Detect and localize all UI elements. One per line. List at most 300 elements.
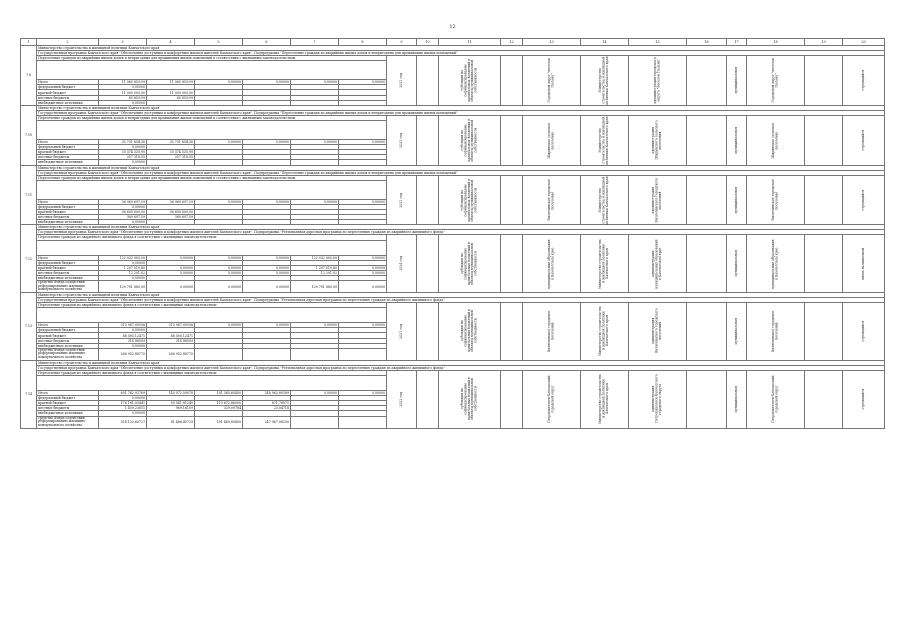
owner-cell <box>747 370 805 428</box>
amount-cell: 0,00000 <box>339 140 387 145</box>
status-cell <box>843 115 885 165</box>
block-number: 7.8 <box>21 46 37 106</box>
municipality-text: Петропавловск-Камчатский городской округ <box>547 375 555 423</box>
funding-type-text: субсидии на софинансирование капитальных вложений в объекты муниципальной собственности <box>459 310 478 353</box>
owner-cell <box>747 175 805 225</box>
amount-cell: 0,00000 <box>291 323 339 328</box>
amount-cell: 36 600 000,00 <box>99 209 147 214</box>
amount-cell <box>291 348 339 360</box>
amount-cell: 969,16109 <box>147 406 195 411</box>
funding-source-label: Итого <box>37 391 99 396</box>
column-number: 16 <box>687 39 727 46</box>
column-number: 1 <box>21 39 37 46</box>
ministry-cell <box>581 115 629 165</box>
empty-cell <box>805 370 843 428</box>
ministry-cell <box>581 370 629 428</box>
funding-source-label: краевой бюджет <box>37 401 99 406</box>
year-text: 2021 год <box>398 73 403 88</box>
column-number: 3 <box>99 39 147 46</box>
amount-cell: 0,00000 <box>99 220 147 225</box>
amount-cell: 122 032 000,00 <box>291 255 339 260</box>
empty-cell <box>417 175 439 225</box>
amount-cell: 0,00000 <box>243 265 291 270</box>
empty-cell <box>501 56 523 106</box>
amount-cell: 0,00000 <box>147 265 195 270</box>
funding-type-cell <box>439 370 501 428</box>
amount-cell: 0,00000 <box>243 80 291 85</box>
municipality-cell <box>523 115 581 165</box>
status-cell <box>843 175 885 225</box>
amount-cell: 0,00000 <box>195 255 243 260</box>
amount-cell: 691 762,93769 <box>99 391 147 396</box>
empty-cell <box>417 56 439 106</box>
amount-cell: 11 000 000,00 <box>99 90 147 95</box>
event-description: Переселение граждан из аварийного жилищного фонда в соответствии с жилищным законодательством <box>37 235 387 240</box>
column-number: 12 <box>501 39 523 46</box>
empty-cell <box>417 303 439 361</box>
funding-type-text: субсидии на софинансирование капитальных вложений в объекты муниципальной собственности <box>459 242 478 286</box>
empty-cell <box>805 235 843 293</box>
amount-cell: 122 032 000,00 <box>99 255 147 260</box>
status-text: строящийся <box>860 321 865 342</box>
program-name: Государственная программа Камчатского края "Обеспечение доступным и комфортным жильем жителей Камчатского края". Подпрограмма "Региональная адресная программа по переселению граждан из аварийного жилищного фонда" <box>37 230 885 235</box>
owner-text: Вилючинское городское поселение <box>771 310 779 353</box>
municipality-cell <box>523 175 581 225</box>
program-name: Государственная программа Камчатского края "Обеспечение доступным и комфортным жильем жителей Камчатского края". Подпрограмма "Переселение граждан из аварийных жилых домов и непригодных для проживания жилых помещений" <box>37 110 885 115</box>
amount-cell: 871,76871 <box>243 401 291 406</box>
program-name: Государственная программа Камчатского края "Обеспечение доступным и комфортным жильем жителей Камчатского края". Подпрограмма "Региональная адресная программа по переселению граждан из аварийного жилищного фонда" <box>37 365 885 370</box>
year-text: 2021 год <box>398 324 403 339</box>
column-number: 7 <box>291 39 339 46</box>
ownership-cell <box>727 175 747 225</box>
column-number: 19 <box>805 39 843 46</box>
amount-cell: 11 065 859,99 <box>147 80 195 85</box>
block-event-row <box>21 56 885 61</box>
ministry-name: Министерство строительства и жилищной политики Камчатского края <box>37 165 885 170</box>
empty-cell <box>37 180 387 199</box>
amount-cell: 0,00000 <box>243 323 291 328</box>
owner-text: Ширинское сельское поселение <box>771 122 779 159</box>
amount-cell <box>339 348 387 360</box>
amount-cell: 0,00000 <box>291 80 339 85</box>
empty-cell <box>37 121 387 140</box>
program-name: Государственная программа Камчатского края "Обеспечение доступным и комфортным жильем жителей Камчатского края". Подпрограмма "Переселение граждан из аварийных жилых домов и непригодных для проживания жилых помещений" <box>37 170 885 175</box>
amount-cell: 369 697,59 <box>99 215 147 220</box>
amount-cell: 266 952,88770 <box>99 348 147 360</box>
empty-cell <box>805 303 843 361</box>
funding-source-label: местные бюджеты <box>37 155 99 160</box>
amount-cell <box>195 348 243 360</box>
empty-cell <box>37 61 387 80</box>
administration-cell <box>629 303 687 361</box>
empty-cell <box>417 370 439 428</box>
ministry-cell <box>581 235 629 293</box>
municipality-text: Ширинское сельское поселение <box>547 122 555 159</box>
funding-source-label: Итого <box>37 255 99 260</box>
amount-cell: 11 065 859,99 <box>99 80 147 85</box>
empty-cell <box>501 303 523 361</box>
amount-cell: 248 962,89289 <box>243 391 291 396</box>
responsible-ministry-text: Министерство строительства и жилищной политики Камчатского края <box>598 238 610 289</box>
empty-cell <box>37 240 387 255</box>
amount-cell: 314 88509 <box>99 338 147 343</box>
budget-table <box>20 38 885 429</box>
funding-source-label: внебюджетные источники <box>37 275 99 280</box>
administration-cell <box>629 56 687 106</box>
amount-cell: 0,00000 <box>195 265 243 270</box>
funding-source-label: средства Фонда содействия реформированию жилищно-коммунального хозяйства <box>37 348 99 360</box>
administration-text: администрация городского округа "поселок Палана" <box>653 57 661 104</box>
funding-source-label: краевой бюджет <box>37 90 99 95</box>
year-text: 2021 год <box>398 192 403 208</box>
empty-cell <box>417 235 439 293</box>
amount-cell: 0,00000 <box>243 270 291 275</box>
amount-cell: 0,00000 <box>99 204 147 209</box>
municipality-cell <box>523 370 581 428</box>
owner-text: Вилючинское городское поселение <box>771 179 779 221</box>
amount-cell: 48 585,12471 <box>147 333 195 338</box>
funding-source-label: краевой бюджет <box>37 209 99 214</box>
amount-cell: 0,00000 <box>147 270 195 275</box>
amount-cell: 314 88509 <box>147 338 195 343</box>
ownership-text: муниципальная <box>733 385 738 413</box>
column-number: 13 <box>523 39 581 46</box>
administration-text: администрация Вилючинского городского поселения <box>651 177 663 223</box>
amount-cell: 1 207 519,80 <box>291 265 339 270</box>
column-number: 10 <box>417 39 439 46</box>
column-number: 5 <box>195 39 243 46</box>
funding-source-label: краевой бюджет <box>37 150 99 155</box>
amount-cell: 176 161,05441 <box>99 401 147 406</box>
administration-cell <box>629 370 687 428</box>
block-number: 7.14 <box>21 360 37 428</box>
municipality-cell <box>523 56 581 106</box>
amount-cell: 247 967,08200 <box>243 416 291 428</box>
amount-cell: 0,00000 <box>243 281 291 293</box>
ministry-name: Министерство строительства и жилищной политики Камчатского края <box>37 293 885 298</box>
ministry-cell <box>581 175 629 225</box>
status-text: строящийся <box>860 388 865 410</box>
event-description: Переселение граждан из аварийных жилых домов и непригодных для проживания жилых помещений в соответствии с жилищным законодательством <box>37 175 387 180</box>
responsible-ministry-text: Министерство строительства и жилищной политики Камчатского края <box>598 374 610 425</box>
status-cell <box>843 370 885 428</box>
funding-source-label: федеральный бюджет <box>37 260 99 265</box>
column-number: 4 <box>147 39 195 46</box>
amount-cell: 12 201,02 <box>291 270 339 275</box>
ministry-name: Министерство строительства и жилищной политики Камчатского края <box>37 225 885 230</box>
column-number: 9 <box>387 39 417 46</box>
amount-cell: 11 000 000,00 <box>147 90 195 95</box>
ministry-name: Министерство строительства и жилищной политики Камчатского края <box>37 360 885 365</box>
funding-source-label: федеральный бюджет <box>37 396 99 401</box>
ministry-cell <box>581 56 629 106</box>
funding-type-text: субсидии на софинансирование капитальных вложений в объекты муниципальной собственности <box>459 118 478 162</box>
amount-cell: 35 731 854,36 <box>147 140 195 145</box>
status-text: вновь начинаемый <box>860 247 865 280</box>
status-text: строящийся <box>860 129 865 151</box>
amount-cell: 0,00000 <box>195 270 243 275</box>
amount-cell: 0,00000 <box>339 255 387 260</box>
event-description: Переселение граждан из аварийного жилищного фонда в соответствии с жилищным законодательством <box>37 370 387 375</box>
empty-cell <box>37 308 387 323</box>
amount-cell: 315 967,00556 <box>99 323 147 328</box>
amount-cell: 0,00000 <box>195 140 243 145</box>
amount-cell: 0,00000 <box>147 281 195 293</box>
administration-text: администрации муниципальных образований в Камчатском крае <box>651 238 663 289</box>
responsible-ministry-text: Министерство строительства и жилищной политики Камчатского края <box>598 306 610 357</box>
amount-cell: 0,00000 <box>339 199 387 204</box>
event-description: Переселение граждан из аварийного жилищного фонда в соответствии с жилищным законодательством <box>37 303 387 308</box>
amount-cell: 0,00000 <box>339 323 387 328</box>
block-event-row <box>21 370 885 375</box>
amount-cell: 0,00000 <box>195 80 243 85</box>
ministry-cell <box>581 303 629 361</box>
amount-cell: 35 374 535,90 <box>147 150 195 155</box>
amount-cell: 0,00000 <box>99 275 147 280</box>
amount-cell: 0,00000 <box>339 265 387 270</box>
owner-text: Петропавловск-Камчатский городской округ <box>771 375 779 423</box>
status-text: строящийся <box>860 189 865 211</box>
amount-cell: 0,00000 <box>99 396 147 401</box>
amount-cell: 266 952,88770 <box>147 348 195 360</box>
funding-type-cell <box>439 115 501 165</box>
ownership-cell <box>727 303 747 361</box>
funding-source-label: внебюджетные источники <box>37 411 99 416</box>
year-text: 2022 год <box>398 391 403 407</box>
amount-cell: 36 969 697,59 <box>99 199 147 204</box>
ministry-name: Министерство строительства и жилищной политики Камчатского края <box>37 46 885 51</box>
municipality-cell <box>523 303 581 361</box>
amount-cell: 0,00000 <box>339 391 387 396</box>
funding-source-label: внебюджетные источники <box>37 220 99 225</box>
amount-cell: 0,00000 <box>339 80 387 85</box>
amount-cell: 119 672,86000 <box>195 401 243 406</box>
funding-type-cell <box>439 56 501 106</box>
amount-cell: 120 791 880,00 <box>99 281 147 293</box>
municipality-cell <box>523 235 581 293</box>
responsible-ministry-text: Министерство строительства и жилищной политики Камчатского края <box>598 175 610 225</box>
amount-cell: 0,00000 <box>243 199 291 204</box>
amount-cell: 181 460,60400 <box>195 416 243 428</box>
amount-cell: 35 374 535,90 <box>99 150 147 155</box>
event-description: Переселение граждан из аварийных жилых домов и непригодных для проживания жилых помещений в соответствии с жилищным законодательством <box>37 56 387 61</box>
amount-cell: 0,00000 <box>339 281 387 293</box>
column-number: 15 <box>629 39 687 46</box>
column-number: 17 <box>727 39 747 46</box>
funding-source-label: Итого <box>37 80 99 85</box>
amount-cell: 181 365,60400 <box>195 391 243 396</box>
funding-type-cell <box>439 235 501 293</box>
amount-cell <box>243 348 291 360</box>
year-cell <box>387 56 417 106</box>
amount-cell: 329,09784 <box>195 406 243 411</box>
funding-source-label: федеральный бюджет <box>37 328 99 333</box>
year-cell <box>387 235 417 293</box>
block-number: 7.12 <box>21 225 37 293</box>
block-event-row <box>21 115 885 120</box>
funding-source-label: местные бюджеты <box>37 338 99 343</box>
empty-cell <box>501 235 523 293</box>
amount-cell <box>291 416 339 428</box>
amount-cell: 0,00000 <box>195 281 243 293</box>
responsible-ministry-text: Министерство строительства и жилищной политики Камчатского края <box>598 116 610 165</box>
amount-cell: 0,00000 <box>243 255 291 260</box>
amount-cell: 23,04718 <box>243 406 291 411</box>
amount-cell: 0,00000 <box>291 391 339 396</box>
amount-cell: 315 967,00556 <box>147 323 195 328</box>
amount-cell: 36 969 697,59 <box>147 199 195 204</box>
amount-cell: 0,00000 <box>99 85 147 90</box>
administration-cell <box>629 235 687 293</box>
ownership-text: муниципальная <box>733 250 738 278</box>
funding-source-label: внебюджетные источники <box>37 100 99 105</box>
funding-source-label: местные бюджеты <box>37 406 99 411</box>
status-cell <box>843 303 885 361</box>
amount-cell: 0,00000 <box>99 343 147 348</box>
year-cell <box>387 303 417 361</box>
ownership-text: муниципальная <box>733 67 738 94</box>
amount-cell: 0,00000 <box>339 270 387 275</box>
amount-cell: 140 072,59078 <box>147 391 195 396</box>
program-name: Государственная программа Камчатского края "Обеспечение доступным и комфортным жильем жителей Камчатского края". Подпрограмма "Переселение граждан из аварийных жилых домов и непригодных для проживания жилых помещений" <box>37 51 885 56</box>
ownership-cell <box>727 56 747 106</box>
amount-cell: 65 859,99 <box>99 95 147 100</box>
year-text: 2024 год <box>398 256 403 272</box>
amount-cell: 81 486,45729 <box>147 416 195 428</box>
block-number: 7.10 <box>21 105 37 165</box>
funding-source-label: Итого <box>37 199 99 204</box>
amount-cell: 35 731 854,36 <box>99 140 147 145</box>
funding-source-label: Итого <box>37 323 99 328</box>
empty-cell <box>805 115 843 165</box>
empty-cell <box>687 115 727 165</box>
amount-cell: 0,00000 <box>99 100 147 105</box>
column-number: 14 <box>581 39 629 46</box>
header-row <box>21 39 885 46</box>
empty-cell <box>417 115 439 165</box>
municipality-text: Вилючинское городское поселение <box>547 310 555 353</box>
funding-source-label: федеральный бюджет <box>37 204 99 209</box>
empty-cell <box>501 175 523 225</box>
funding-type-text: субсидии на софинансирование капитальных вложений в объекты муниципальной собственности <box>459 59 478 102</box>
status-text: строящийся <box>860 70 865 91</box>
year-cell <box>387 115 417 165</box>
funding-type-text: субсидии на софинансирование капитальных вложений в объекты муниципальной собственности <box>459 377 478 421</box>
empty-cell <box>805 175 843 225</box>
funding-source-label: внебюджетные источники <box>37 343 99 348</box>
block-number: 7.13 <box>21 293 37 361</box>
amount-cell: 65 859,99 <box>147 95 195 100</box>
page-number: 12 <box>449 24 456 30</box>
year-cell <box>387 175 417 225</box>
amount-cell: 0,00000 <box>147 255 195 260</box>
municipality-text: муниципальные образования в Камчатском крае <box>547 238 555 289</box>
empty-cell <box>687 370 727 428</box>
column-number: 11 <box>439 39 501 46</box>
year-text: 2021 год <box>398 132 403 148</box>
program-name: Государственная программа Камчатского края "Обеспечение доступным и комфортным жильем жителей Камчатского края". Подпрограмма "Региональная адресная программа по переселению граждан из аварийного жилищного фонда" <box>37 298 885 303</box>
owner-cell <box>747 303 805 361</box>
funding-source-label: краевой бюджет <box>37 333 99 338</box>
amount-cell: 0,00000 <box>99 328 147 333</box>
year-cell <box>387 370 417 428</box>
column-number: 6 <box>243 39 291 46</box>
amount-cell: 48 585,12471 <box>99 333 147 338</box>
responsible-ministry-text: Министерство строительства и жилищной политики Камчатского края <box>598 56 610 105</box>
amount-cell: 357 318,55 <box>99 155 147 160</box>
empty-cell <box>501 115 523 165</box>
administration-text: администрация Ширинского сельского поселения <box>651 120 663 160</box>
amount-cell: 0,00000 <box>291 140 339 145</box>
block-number: 7.11 <box>21 165 37 225</box>
funding-source-label: внебюджетные источники <box>37 160 99 165</box>
ownership-cell <box>727 370 747 428</box>
status-cell <box>843 56 885 106</box>
empty-cell <box>37 376 387 391</box>
block-event-row <box>21 175 885 180</box>
funding-source-label: федеральный бюджет <box>37 145 99 150</box>
amount-cell: 0,00000 <box>195 323 243 328</box>
funding-source-label: местные бюджеты <box>37 270 99 275</box>
funding-source-label: местные бюджеты <box>37 95 99 100</box>
amount-cell: 1 459,23611 <box>99 406 147 411</box>
owner-text: муниципальные образования в Камчатском крае <box>771 238 779 289</box>
amount-cell: 12 201,02 <box>99 270 147 275</box>
amount-cell: 514 133,60727 <box>99 416 147 428</box>
amount-cell: 120 791 880,00 <box>291 281 339 293</box>
owner-cell <box>747 115 805 165</box>
amount-cell: 0,00000 <box>99 260 147 265</box>
column-number: 2 <box>37 39 99 46</box>
funding-type-text: субсидии на софинансирование капитальных вложений в объекты муниципальной собственности <box>459 178 478 222</box>
block-event-row <box>21 303 885 308</box>
status-cell <box>843 235 885 293</box>
column-number: 20 <box>843 39 885 46</box>
amount-cell: 0,00000 <box>99 145 147 150</box>
column-number: 18 <box>747 39 805 46</box>
funding-source-label: Итого <box>37 140 99 145</box>
empty-cell <box>687 235 727 293</box>
funding-type-cell <box>439 175 501 225</box>
owner-text: Городской округ "поселок Палана" <box>771 58 779 103</box>
empty-cell <box>687 303 727 361</box>
funding-source-label: средства Фонда содействия реформированию жилищно-коммунального хозяйства <box>37 281 99 293</box>
owner-cell <box>747 235 805 293</box>
ownership-text: муниципальная <box>733 126 738 154</box>
block-event-row <box>21 235 885 240</box>
amount-cell <box>339 416 387 428</box>
owner-cell <box>747 56 805 106</box>
empty-cell <box>501 370 523 428</box>
amount-cell: 369 697,59 <box>147 215 195 220</box>
ownership-cell <box>727 235 747 293</box>
amount-cell: 357 318,55 <box>147 155 195 160</box>
municipality-text: Вилючинское городское поселение <box>547 179 555 221</box>
funding-source-label: средства Фонда содействия реформированию жилищно-коммунального хозяйства <box>37 416 99 428</box>
amount-cell: 0,00000 <box>99 160 147 165</box>
amount-cell: 0,00000 <box>243 140 291 145</box>
administration-cell <box>629 175 687 225</box>
column-number: 8 <box>339 39 387 46</box>
empty-cell <box>687 56 727 106</box>
funding-source-label: местные бюджеты <box>37 215 99 220</box>
ownership-text: муниципальная <box>733 186 738 214</box>
amount-cell: 0,00000 <box>291 199 339 204</box>
administration-cell <box>629 115 687 165</box>
amount-cell: 36 600 000,00 <box>147 209 195 214</box>
ministry-name: Министерство строительства и жилищной политики Камчатского края <box>37 105 885 110</box>
funding-source-label: краевой бюджет <box>37 265 99 270</box>
